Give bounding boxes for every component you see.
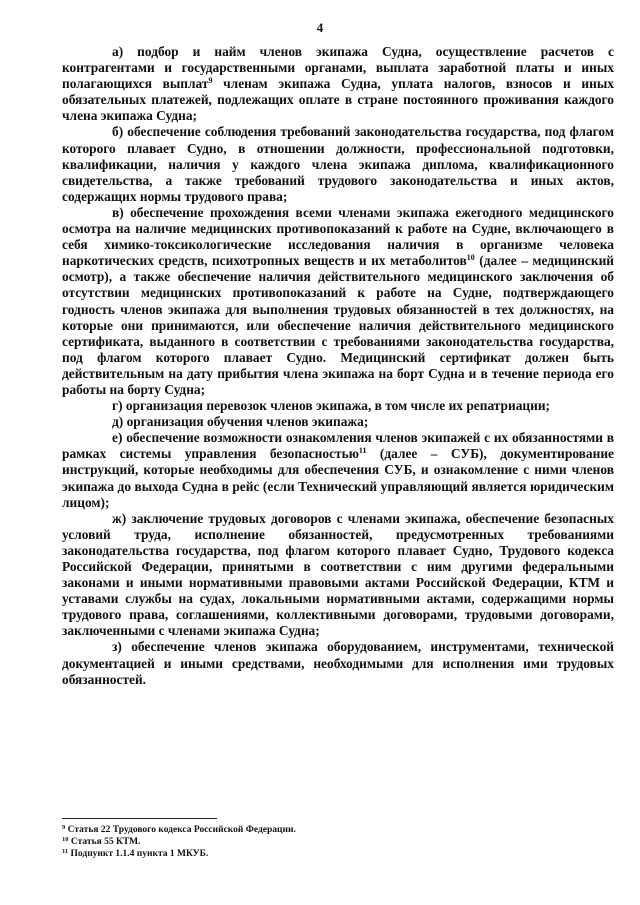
paragraph-text: в) обеспечение прохождения всеми членами экипажа ежегодного медицинского осмотра на наличие медицинских противопоказаний к работе на Судне, включающего в себя химико-токсикологические исследования наличия в организме человека наркотических средств, психотропных веществ и их метаболитов [62,204,614,269]
paragraph-text: д) организация обучения членов экипажа; [112,414,369,430]
footnote-mark: 9 [62,824,66,831]
paragraph-text: (далее – медицинский осмотр), а также обеспечение наличия действительного медицинского заключения об отсутствии медицинских противопоказаний к работе на Судне, подтверждающего годность членов экипажа для выполнения трудовых обязанностей в тех должностях, на которые они принимаются, или обеспечение наличия действительного медицинского сертификата, выданного в соответствии с требованиями законодательства государства, под флагом которого плавает Судно. Медицинский сертификат должен быть действительным на дату прибытия члена экипажа на борт Судна и в течение периода его работы на борту Судна; [62,253,615,397]
paragraph-v [62,205,614,398]
footnote [62,824,614,836]
footnote-ref: 9 [208,76,213,86]
paragraph-g [62,398,614,414]
footnote-ref: 10 [466,253,475,263]
footnote-mark: 11 [62,848,69,855]
footnote-ref: 11 [358,446,367,456]
paragraph-text: з) обеспечение членов экипажа оборудованием, инструментами, технической документацией и иными средствами, необходимыми для исполнения ими трудовых обязанностей. [62,639,614,687]
paragraph-zh [62,511,614,640]
footnote-text: Статья 55 КТМ. [68,837,141,847]
paragraph-text: г) организация перевозок членов экипажа, в том числе их репатриации; [112,398,550,414]
paragraph-text: (далее – СУБ), документирование инструкций, которые необходимы для обеспечения СУБ, и ознакомление с ними членов экипажа до выхода Судна в рейс (если Технический управляющий является юридическим лицом); [62,446,614,510]
paragraph-d [62,414,614,430]
footnote [62,848,614,860]
footnote-mark: 10 [62,836,69,843]
paragraph-a [62,44,614,124]
footnote [62,836,614,848]
page-number: 4 [316,20,324,35]
paragraph-text: б) обеспечение соблюдения требований законодательства государства, под флагом которого плавает Судно, в отношении должности, профессиональной подготовки, квалификации, наличия у каждого члена экипажа диплома, квалификационного свидетельства, а также требований трудового законодательства и иных актов, содержащих нормы трудового права; [62,124,614,204]
paragraph-b [62,124,614,204]
paragraph-text: ж) заключение трудовых договоров с членами экипажа, обеспечение безопасных условий труда, исполнение обязанностей, предусмотренных требованиями законодательства государства, под флагом которого плавает Судно, Трудового кодекса Российской Федерации, принятыми в соответствии с ним другими федеральными законами и иными нормативными правовыми актами Российской Федерации, КТМ и уставами службы на судах, локальными нормативными актами, содержащими нормы трудового права, соглашениями, коллективными договорами, трудовыми договорами, заключенными с членами экипажа Судна; [62,510,614,639]
footnote-separator [62,818,217,819]
footnote-text: Подпункт 1.1.4 пункта 1 МКУБ. [68,849,209,859]
paragraph-text: членам экипажа Судна, уплата налогов, взносов и иных обязательных платежей, подлежащих оплате в стране постоянного проживания каждого члена экипажа Судна; [62,76,615,124]
paragraph-e [62,430,614,510]
paragraph-text: а) подбор и найм членов экипажа Судна, осуществление расчетов с контрагентами и государственными органами, выплата заработной платы и иных полагающихся выплат [62,44,614,92]
paragraph-z [62,639,614,687]
footnotes [62,824,614,860]
document-body [62,44,614,688]
footnote-text: Статья 22 Трудового кодекса Российской Федерации. [65,825,296,835]
paragraph-text: е) обеспечение возможности ознакомления членов экипажей с их обязанностями в рамках системы управления безопасностью [62,430,614,462]
